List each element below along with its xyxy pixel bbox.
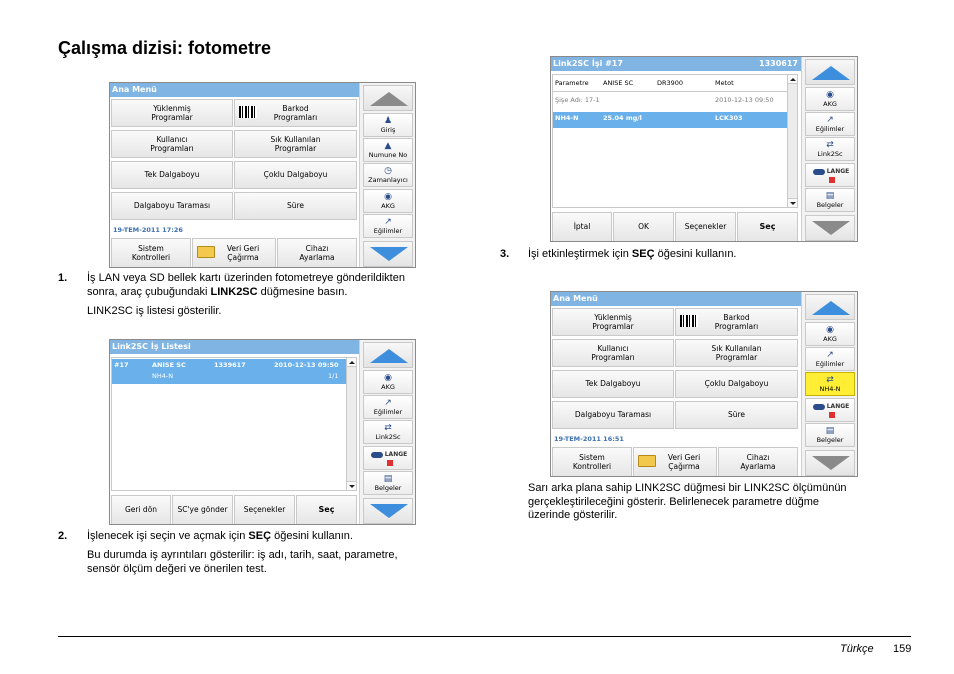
system-checks-button[interactable]: Sistem Kontrolleri — [552, 447, 632, 477]
link2sc-icon: ⇄ — [384, 423, 392, 433]
documents-button[interactable]: ▤ Belgeler — [805, 423, 855, 447]
trends-button[interactable]: ↗ Eğilimler — [805, 347, 855, 371]
documents-button[interactable]: ▤ Belgeler — [805, 188, 855, 212]
documents-icon: ▤ — [825, 191, 835, 201]
sample-id-button[interactable]: ▲ Numune No — [363, 138, 413, 162]
screen-job-detail — [550, 56, 858, 242]
job-list[interactable] — [111, 357, 357, 491]
lange-button[interactable] — [805, 163, 855, 187]
options-button[interactable]: Seçenekler — [234, 495, 295, 525]
time-button[interactable]: Süre — [675, 401, 798, 429]
documents-button[interactable]: ▤ Belgeler — [363, 471, 413, 495]
loaded-programs-button[interactable]: Yüklenmiş Programlar — [552, 308, 674, 336]
trends-button[interactable]: ↗ Eğilimler — [363, 395, 413, 419]
wavelength-scan-button[interactable]: Dalgaboyu Taraması — [111, 192, 233, 220]
lange-button[interactable] — [363, 446, 413, 470]
barcode-icon — [239, 106, 257, 120]
page-title: Çalışma dizisi: fotometre — [58, 38, 272, 58]
status-datetime: 19-TEM-2011 16:51 — [554, 435, 624, 443]
options-button[interactable]: Seçenekler — [675, 212, 736, 242]
system-checks-button[interactable]: Sistem Kontrolleri — [111, 238, 191, 268]
scroll-up-button[interactable] — [363, 85, 413, 111]
trend-chart-icon: ↗ — [826, 350, 834, 360]
hach-lange-logo-icon: LANGE — [810, 403, 852, 411]
select-button[interactable]: Seç — [296, 495, 357, 525]
link2sc-button[interactable]: ⇄ Link2Sc — [363, 420, 413, 444]
trends-button[interactable]: ↗ Eğilimler — [363, 214, 413, 238]
aqa-icon: ◉ — [826, 325, 834, 335]
trends-button[interactable]: ↗ Eğilimler — [805, 112, 855, 136]
single-wavelength-button[interactable]: Tek Dalgaboyu — [552, 370, 674, 398]
scroll-down-button[interactable] — [805, 450, 855, 476]
link2sc-button[interactable]: ⇄ Link2Sc — [805, 137, 855, 161]
screen-title: Link2SC İş Listesi — [110, 340, 360, 354]
aqa-icon: ◉ — [384, 192, 392, 202]
scroll-up-button[interactable] — [363, 342, 413, 368]
step-3-number: 3. — [500, 248, 510, 260]
screen-job-list — [109, 339, 416, 525]
hach-lange-logo-icon: LANGE — [810, 168, 852, 176]
step-4-result: Sarı arka plana sahip LINK2SC düğmesi bir LINK2SC ölçümünün gerçekleştirileceğini gösterir. Belirlenecek parametre düğme üzerinde gösterilir. — [528, 482, 847, 521]
status-datetime: 19-TEM-2011 17:26 — [113, 226, 183, 234]
step-1-number: 1. — [58, 272, 68, 284]
folder-icon — [197, 246, 215, 260]
login-button[interactable]: ♟ Giriş — [363, 113, 413, 137]
aqa-icon: ◉ — [826, 90, 834, 100]
user-programs-button[interactable]: Kullanıcı Programları — [552, 339, 674, 367]
step-1-result: LINK2SC iş listesi gösterilir. — [87, 305, 222, 317]
aqa-button[interactable]: ◉ AKG — [363, 189, 413, 213]
documents-icon: ▤ — [825, 426, 835, 436]
back-button[interactable]: Geri dön — [111, 495, 171, 525]
timer-button[interactable]: ◷ Zamanlayıcı — [363, 163, 413, 187]
screen-main-menu-2 — [550, 291, 858, 477]
scroll-down-button[interactable] — [805, 215, 855, 241]
barcode-programs-button[interactable]: Barkod Programları — [675, 308, 798, 336]
screen-title: Ana Menü — [551, 292, 801, 306]
lange-button[interactable] — [805, 398, 855, 422]
link2sc-nh4n-button[interactable]: ⇄ NH4-N — [805, 372, 855, 396]
scroll-up-button[interactable] — [805, 59, 855, 85]
multi-wavelength-button[interactable]: Çoklu Dalgaboyu — [675, 370, 798, 398]
timer-icon: ◷ — [384, 166, 392, 176]
scroll-down-button[interactable] — [363, 498, 413, 524]
job-row-selected[interactable]: #17 ANISE SC 1339617 2010-12-13 09:50 NH4-N 1/1 — [112, 359, 346, 384]
recall-data-button[interactable]: Veri Geri Çağırma — [192, 238, 276, 268]
scroll-up-button[interactable] — [805, 294, 855, 320]
instrument-setup-button[interactable]: Cihazı Ayarlama — [718, 447, 798, 477]
detail-parameter-row-selected[interactable]: NH4-N 25.04 mg/l LCK303 — [553, 112, 787, 128]
toolbar — [801, 292, 857, 476]
barcode-programs-button[interactable]: Barkod Programları — [234, 99, 357, 127]
screen-main-menu-1 — [109, 82, 416, 268]
footer-page-number: 159 — [893, 643, 912, 655]
person-icon: ♟ — [383, 116, 393, 126]
screen-title: Link2SC İşi #17 1330617 — [551, 57, 801, 71]
vial-icon: ▲ — [384, 141, 392, 151]
barcode-icon — [680, 315, 698, 329]
toolbar — [801, 57, 857, 241]
trend-chart-icon: ↗ — [384, 217, 392, 227]
scroll-down-button[interactable] — [363, 241, 413, 267]
list-scrollbar[interactable] — [346, 358, 356, 490]
step-2-text: İşlenecek işi seçin ve açmak için SEÇ öğesini kullanın. — [87, 530, 353, 542]
loaded-programs-button[interactable]: Yüklenmiş Programlar — [111, 99, 233, 127]
recall-data-button[interactable]: Veri Geri Çağırma — [633, 447, 717, 477]
toolbar — [359, 340, 415, 524]
send-to-sc-button[interactable]: SC'ye gönder — [172, 495, 233, 525]
documents-icon: ▤ — [383, 474, 393, 484]
aqa-button[interactable]: ◉ AKG — [805, 322, 855, 346]
list-scrollbar[interactable] — [787, 75, 797, 207]
screen-title: Ana Menü — [110, 83, 360, 97]
multi-wavelength-button[interactable]: Çoklu Dalgaboyu — [234, 161, 357, 189]
step-1-text: İş LAN veya SD bellek kartı üzerinden fotometreye gönderildikten sonra, araç çubuğundaki LINK2SC düğmesine basın. — [87, 272, 405, 298]
aqa-icon: ◉ — [384, 373, 392, 383]
trend-chart-icon: ↗ — [826, 115, 834, 125]
user-programs-button[interactable]: Kullanıcı Programları — [111, 130, 233, 158]
detail-bottle-row[interactable]: Şişe Adı: 17-1 2010-12-13 09:50 — [555, 96, 774, 104]
footer-language: Türkçe — [840, 643, 874, 655]
time-button[interactable]: Süre — [234, 192, 357, 220]
single-wavelength-button[interactable]: Tek Dalgaboyu — [111, 161, 233, 189]
toolbar — [359, 83, 415, 267]
aqa-button[interactable]: ◉ AKG — [363, 370, 413, 394]
aqa-button[interactable]: ◉ AKG — [805, 87, 855, 111]
favorite-programs-button[interactable]: Sık Kullanılan Programlar — [675, 339, 798, 367]
job-detail-list[interactable] — [552, 74, 798, 208]
step-3-text: İşi etkinleştirmek için SEÇ öğesini kullanın. — [528, 248, 737, 260]
detail-header-row: Parametre ANISE SC DR3900 Metot — [553, 77, 787, 92]
footer-divider — [58, 636, 911, 637]
link2sc-icon: ⇄ — [826, 375, 834, 385]
ok-button[interactable]: OK — [613, 212, 674, 242]
trend-chart-icon: ↗ — [384, 398, 392, 408]
select-button[interactable]: Seç — [737, 212, 798, 242]
folder-icon — [638, 455, 656, 469]
wavelength-scan-button[interactable]: Dalgaboyu Taraması — [552, 401, 674, 429]
step-2-result: Bu durumda iş ayrıntıları gösterilir: iş adı, tarih, saat, parametre, sensör ölçüm değeri ve önerilen test. — [87, 549, 398, 575]
hach-lange-logo-icon: LANGE — [368, 451, 410, 459]
link2sc-icon: ⇄ — [826, 140, 834, 150]
cancel-button[interactable]: İptal — [552, 212, 612, 242]
step-2-number: 2. — [58, 530, 68, 542]
favorite-programs-button[interactable]: Sık Kullanılan Programlar — [234, 130, 357, 158]
instrument-setup-button[interactable]: Cihazı Ayarlama — [277, 238, 357, 268]
